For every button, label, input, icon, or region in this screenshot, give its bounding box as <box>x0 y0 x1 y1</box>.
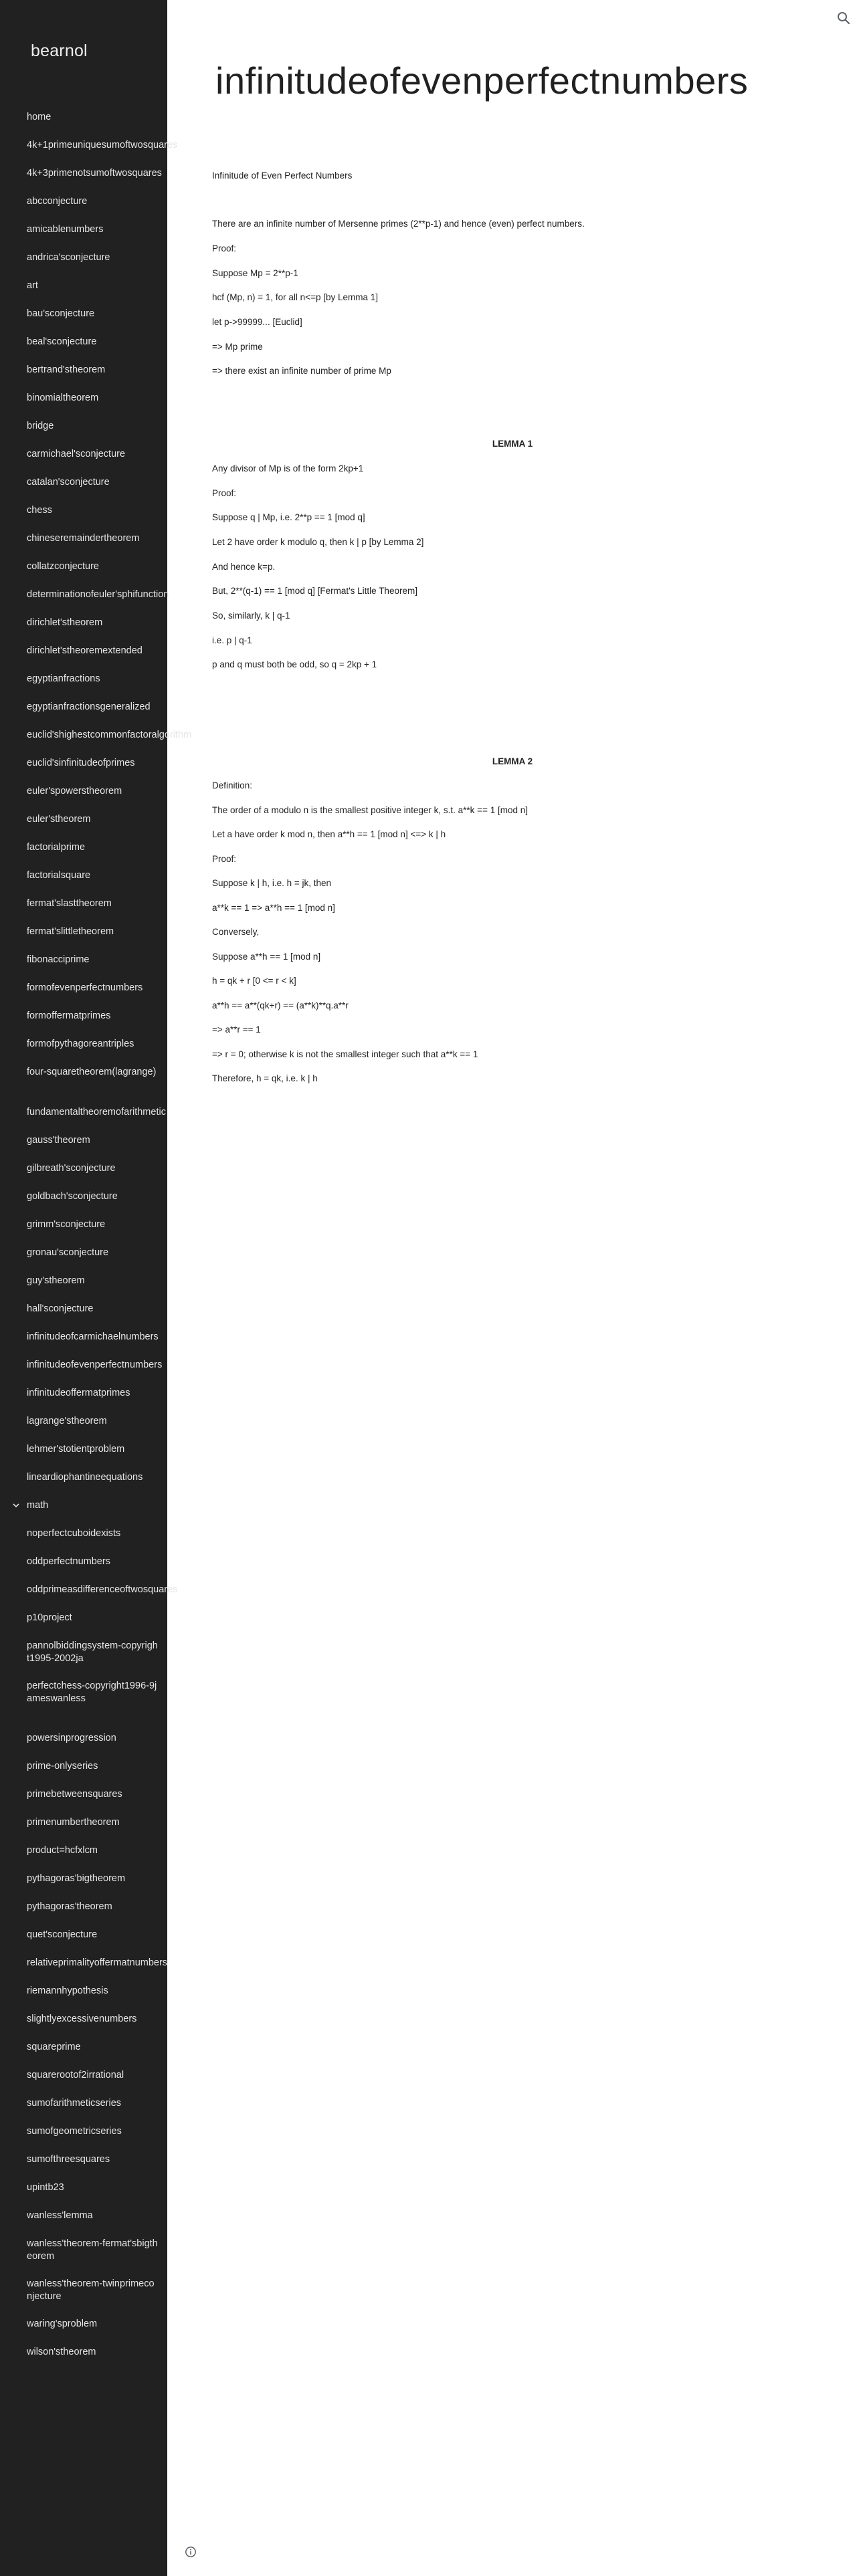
nav-item-label: beal'sconjecture <box>27 336 97 347</box>
sidebar <box>0 0 192 2576</box>
content-line: Let 2 have order k modulo q, then k | p [by Lemma 2] <box>212 537 424 547</box>
nav-item-bau[interactable] <box>0 308 167 320</box>
nav-item-squareprime[interactable] <box>0 2041 167 2054</box>
nav-item-lineardiophantine[interactable] <box>0 1471 167 1484</box>
lemma-1-heading: LEMMA 1 <box>492 439 533 449</box>
nav-item-label: amicablenumbers <box>27 224 104 235</box>
nav-item-label: fibonacciprime <box>27 954 90 965</box>
nav-item-factorialprime[interactable] <box>0 841 167 854</box>
content-line: hcf (Mp, n) = 1, for all n<=p [by Lemma 1] <box>212 292 378 302</box>
nav-item-label: four-squaretheorem(lagrange) <box>27 1067 157 1077</box>
nav-item-label: sumofgeometricseries <box>27 2126 122 2137</box>
nav-item-label: gronau'sconjecture <box>27 1247 109 1258</box>
content-line: => Mp prime <box>212 342 263 352</box>
nav-item-wanlesstwinprime[interactable] <box>0 2278 167 2303</box>
nav-item-label: grimm'sconjecture <box>27 1219 106 1230</box>
nav-item-label: fermat'slasttheorem <box>27 898 112 909</box>
nav-item-catalan[interactable] <box>0 476 167 489</box>
nav-item-fermatlast[interactable] <box>0 897 167 910</box>
nav-item-label: binomialtheorem <box>27 393 99 403</box>
nav-item-formofevenperfect[interactable] <box>0 982 167 994</box>
nav-item-label: catalan'sconjecture <box>27 477 110 488</box>
nav-item-fermatlittle[interactable] <box>0 926 167 938</box>
nav-item-squareroot2[interactable] <box>0 2069 167 2082</box>
nav-item-label: 4k+1primeuniquesumoftwosquares <box>27 140 178 150</box>
content-line: let p->99999... [Euclid] <box>212 317 302 327</box>
nav-item-eulertheorem[interactable] <box>0 813 167 826</box>
nav-item-pythagorasbig[interactable] <box>0 1872 167 1885</box>
nav-item-label: euclid'sinfinitudeofprimes <box>27 758 135 768</box>
nav-item-eulerpowers[interactable] <box>0 785 167 798</box>
nav-item-goldbach[interactable] <box>0 1190 167 1203</box>
nav-item-label: lehmer'stotientproblem <box>27 1444 125 1455</box>
nav-item-label: gilbreath'sconjecture <box>27 1163 116 1174</box>
content-line: a**h == a**(qk+r) == (a**k)**q.a**r <box>212 1000 349 1010</box>
content-line: Suppose k | h, i.e. h = jk, then <box>212 878 331 888</box>
nav-item-riemann[interactable] <box>0 1985 167 1998</box>
nav-item-sumgeometric[interactable] <box>0 2125 167 2138</box>
content-line: Proof: <box>212 488 237 498</box>
nav-item-dirichlet[interactable] <box>0 617 167 629</box>
nav-item-label: math <box>27 1500 49 1511</box>
nav-item-quet[interactable] <box>0 1929 167 1941</box>
content-line: Suppose a**h == 1 [mod n] <box>212 952 321 962</box>
nav-item-label: factorialsquare <box>27 870 91 881</box>
nav-item-fibonacciprime[interactable] <box>0 954 167 966</box>
nav-item-dirichletextended[interactable] <box>0 645 167 657</box>
nav-item-label: wanless'theorem-twinprimeconjecture <box>27 2278 155 2302</box>
nav-item-math[interactable] <box>0 1499 167 1512</box>
nav-item-label: slightlyexcessivenumbers <box>27 2014 137 2024</box>
nav-item-label: collatzconjecture <box>27 561 99 572</box>
nav-item-label: pythagoras'bigtheorem <box>27 1873 126 1884</box>
nav-item-hall[interactable] <box>0 1303 167 1315</box>
nav-item-label: lineardiophantineequations <box>27 1472 143 1483</box>
nav-item-label: sumofarithmeticseries <box>27 2098 122 2109</box>
nav-item-label: product=hcfxlcm <box>27 1845 98 1856</box>
nav-item-lehmer[interactable] <box>0 1443 167 1456</box>
nav-item-label: gauss'theorem <box>27 1135 90 1146</box>
nav-item-infinitudefermat[interactable] <box>0 1387 167 1400</box>
nav-item-label: squarerootof2irrational <box>27 2070 124 2080</box>
nav-item-label: art <box>27 280 38 291</box>
nav-item-formoffermatprimes[interactable] <box>0 1010 167 1023</box>
nav-item-euclidprimes[interactable] <box>0 757 167 770</box>
nav-item-abcconjecture[interactable] <box>0 195 167 208</box>
content-line: Definition: <box>212 780 253 790</box>
nav-item-slightlyexcessive[interactable] <box>0 2013 167 2026</box>
content-line: h = qk + r [0 <= r < k] <box>212 976 296 986</box>
nav-item-label: bridge <box>27 421 54 431</box>
content-line: Any divisor of Mp is of the form 2kp+1 <box>212 463 364 473</box>
nav-item-formofpythagorean[interactable] <box>0 1038 167 1051</box>
nav-item-primenumbertheorem[interactable] <box>0 1816 167 1829</box>
nav-item-label: lagrange'stheorem <box>27 1416 107 1426</box>
nav-item-label: fundamentaltheoremofarithmetic <box>27 1107 166 1117</box>
nav-item-label: formofpythagoreantriples <box>27 1039 134 1049</box>
content-line: So, similarly, k | q-1 <box>212 611 290 621</box>
content-line: Proof: <box>212 243 237 253</box>
content-line: Therefore, h = qk, i.e. k | h <box>212 1073 318 1083</box>
nav-item-infinitudeevenperfect[interactable] <box>0 1359 167 1372</box>
content-line: => there exist an infinite number of prime Mp <box>212 366 391 376</box>
nav-item-sumthreesquares[interactable] <box>0 2153 167 2166</box>
nav-item-amicablenumbers[interactable] <box>0 223 167 236</box>
content-line: a**k == 1 => a**h == 1 [mod n] <box>212 903 335 913</box>
nav-item-label: infinitudeofcarmichaelnumbers <box>27 1331 159 1342</box>
nav-item-label: bertrand'stheorem <box>27 364 106 375</box>
nav-item-guy[interactable] <box>0 1275 167 1287</box>
nav-item-label: guy'stheorem <box>27 1275 85 1286</box>
nav-item-bertrand[interactable] <box>0 364 167 377</box>
content-line: => a**r == 1 <box>212 1025 261 1035</box>
nav-item-gilbreath[interactable] <box>0 1162 167 1175</box>
nav-item-label: infinitudeofevenperfectnumbers <box>27 1360 163 1370</box>
nav-item-label: egyptianfractions <box>27 673 100 684</box>
nav-item-label: wanless'theorem-fermat'sbigtheorem <box>27 2238 158 2262</box>
nav-item-egyptiangeneralized[interactable] <box>0 701 167 714</box>
info-icon[interactable] <box>185 2546 197 2558</box>
nav-item-label: riemannhypothesis <box>27 1985 108 1996</box>
nav-item-label: bau'sconjecture <box>27 308 95 319</box>
nav-item-label: quet'sconjecture <box>27 1929 98 1940</box>
nav-item-lagrange[interactable] <box>0 1415 167 1428</box>
nav-item-home[interactable] <box>0 111 167 124</box>
nav-item-label: primebetweensquares <box>27 1789 122 1800</box>
nav-item-label: prime-onlyseries <box>27 1761 98 1772</box>
nav-item-label: home <box>27 112 52 122</box>
nav-item-art[interactable] <box>0 280 167 292</box>
nav-item-foursquare[interactable] <box>0 1066 167 1079</box>
nav-item-waring[interactable] <box>0 2318 167 2331</box>
nav-item-binomialtheorem[interactable] <box>0 392 167 405</box>
nav-item-perfectchess[interactable] <box>0 1680 167 1705</box>
nav-item-infinitudecarmichael[interactable] <box>0 1331 167 1344</box>
nav-item-eulerphi[interactable] <box>0 588 167 601</box>
nav-item-label: euler'spowerstheorem <box>27 786 122 796</box>
content-line: Suppose q | Mp, i.e. 2**p == 1 [mod q] <box>212 512 365 522</box>
nav-item-euclidhcf[interactable] <box>0 729 192 742</box>
nav-item-4k3prime[interactable] <box>0 167 167 180</box>
nav-item-label: powersinprogression <box>27 1733 116 1743</box>
content-subtitle: Infinitude of Even Perfect Numbers <box>212 171 353 181</box>
nav-item-primebetweensquares[interactable] <box>0 1788 167 1801</box>
nav-item-label: hall'sconjecture <box>27 1303 94 1314</box>
content-line: Let a have order k mod n, then a**h == 1 [mod n] <=> k | h <box>212 829 446 839</box>
nav-item-label: waring'sproblem <box>27 2319 98 2329</box>
nav-item-label: andrica'sconjecture <box>27 252 110 263</box>
nav-item-label: noperfectcuboidexists <box>27 1528 121 1539</box>
content-line: But, 2**(q-1) == 1 [mod q] [Fermat's Little Theorem] <box>212 586 417 596</box>
nav-item-label: determinationofeuler'sphifunction <box>27 589 169 600</box>
nav-item-sumarithmetic[interactable] <box>0 2097 167 2110</box>
content-line: The order of a modulo n is the smallest positive integer k, s.t. a**k == 1 [mod n] <box>212 805 528 815</box>
nav-item-label: chess <box>27 505 52 516</box>
nav-item-product[interactable] <box>0 1844 167 1857</box>
nav-item-gauss[interactable] <box>0 1134 167 1147</box>
nav-item-upintb23[interactable] <box>0 2181 167 2194</box>
nav-item-label: wanless'lemma <box>27 2210 93 2221</box>
nav-item-wilson[interactable] <box>0 2346 167 2359</box>
nav-item-relativeprimality[interactable] <box>0 1957 167 1969</box>
nav-item-label: upintb23 <box>27 2182 64 2193</box>
nav-item-grimm[interactable] <box>0 1218 167 1231</box>
nav-item-pannol[interactable] <box>0 1640 167 1665</box>
nav-item-primeonlyseries[interactable] <box>0 1760 167 1773</box>
nav-item-label: pannolbiddingsystem-copyright1995-2002ja <box>27 1640 158 1664</box>
nav-item-label: infinitudeoffermatprimes <box>27 1388 130 1398</box>
nav-item-collatz[interactable] <box>0 560 167 573</box>
nav-item-pythagoras[interactable] <box>0 1901 167 1913</box>
nav-item-factorialsquare[interactable] <box>0 869 167 882</box>
nav-item-label: sumofthreesquares <box>27 2154 110 2165</box>
nav-item-egyptianfractions[interactable] <box>0 673 167 685</box>
nav-item-andrica[interactable] <box>0 251 167 264</box>
nav-item-label: perfectchess-copyright1996-9jameswanless <box>27 1681 157 1704</box>
nav-item-fundamentaltheorem[interactable] <box>0 1106 167 1119</box>
nav-item-carmichael[interactable] <box>0 448 167 461</box>
nav-item-chess[interactable] <box>0 504 167 517</box>
nav-item-label: oddperfectnumbers <box>27 1556 110 1567</box>
nav-item-label: pythagoras'theorem <box>27 1901 112 1912</box>
nav-item-powersinprogression[interactable] <box>0 1732 167 1745</box>
nav-item-label: 4k+3primenotsumoftwosquares <box>27 168 162 179</box>
site-title[interactable]: bearnol <box>31 41 88 60</box>
nav-item-label: fermat'slittletheorem <box>27 926 114 937</box>
nav-item-label: chineseremaindertheorem <box>27 533 140 544</box>
nav-item-label: p10project <box>27 1612 72 1623</box>
search-icon[interactable] <box>836 11 851 25</box>
nav-item-label: relativeprimalityoffermatnumbers <box>27 1957 168 1968</box>
content-statement: There are an infinite number of Mersenne primes (2**p-1) and hence (even) perfect numbers. <box>212 219 585 229</box>
chevron-down-icon[interactable] <box>12 1500 20 1513</box>
nav-item-label: squareprime <box>27 2042 81 2052</box>
nav-item-oddprimedifference[interactable] <box>0 1584 178 1596</box>
nav-item-label: carmichael'sconjecture <box>27 449 126 459</box>
nav-item-label: primenumbertheorem <box>27 1817 120 1828</box>
nav-item-beal[interactable] <box>0 336 167 348</box>
nav-item-label: formofevenperfectnumbers <box>27 982 143 993</box>
nav-item-label: egyptianfractionsgeneralized <box>27 702 151 712</box>
content-line: And hence k=p. <box>212 562 276 572</box>
nav-item-label: dirichlet'stheorem <box>27 617 103 628</box>
nav-item-oddperfect[interactable] <box>0 1555 167 1568</box>
lemma-2-heading: LEMMA 2 <box>492 756 533 766</box>
nav-item-label: euclid'shighestcommonfactoralgorithm <box>27 730 192 740</box>
nav-item-label: dirichlet'stheoremextended <box>27 645 142 656</box>
nav-item-p10project[interactable] <box>0 1612 167 1624</box>
content-line: i.e. p | q-1 <box>212 635 252 645</box>
nav-item-4k1prime[interactable] <box>0 139 178 152</box>
nav-item-label: wilson'stheorem <box>27 2347 96 2357</box>
content-line: Conversely, <box>212 927 260 937</box>
nav-item-label: goldbach'sconjecture <box>27 1191 118 1202</box>
nav-item-wanlesslemma[interactable] <box>0 2210 167 2222</box>
nav-item-wanlessfermat[interactable] <box>0 2238 167 2263</box>
content-line: Proof: <box>212 854 237 864</box>
nav-item-noperfectcuboid[interactable] <box>0 1527 167 1540</box>
content-line: Suppose Mp = 2**p-1 <box>212 268 298 278</box>
content-line: p and q must both be odd, so q = 2kp + 1 <box>212 659 377 669</box>
nav-item-label: abcconjecture <box>27 196 88 207</box>
nav-item-label: euler'stheorem <box>27 814 91 825</box>
nav-item-gronau[interactable] <box>0 1247 167 1259</box>
nav-item-label: formoffermatprimes <box>27 1010 111 1021</box>
nav-item-chineseremainder[interactable] <box>0 532 167 545</box>
nav-item-bridge[interactable] <box>0 420 167 433</box>
content-line: => r = 0; otherwise k is not the smallest integer such that a**k == 1 <box>212 1049 478 1059</box>
nav-item-label: oddprimeasdifferenceoftwosquares <box>27 1584 178 1595</box>
nav-item-label: factorialprime <box>27 842 86 853</box>
page-title: infinitudeofevenperfectnumbers <box>215 60 749 102</box>
